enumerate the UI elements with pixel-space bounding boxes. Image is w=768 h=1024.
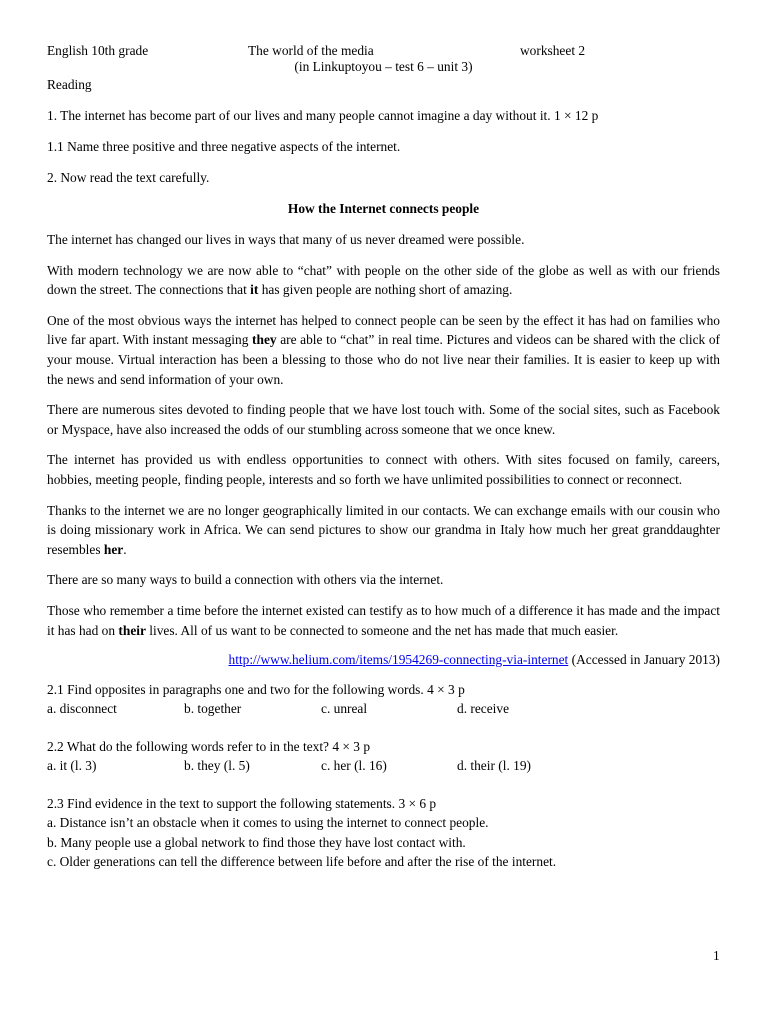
- source-link[interactable]: http://www.helium.com/items/1954269-connecting-via-internet: [228, 652, 569, 668]
- article-paragraph-1: The internet has changed our lives in ways that many of us never dreamed were possible.: [47, 232, 525, 247]
- paragraph-2-text: With modern technology we are now able to “chat” with people on the other side of the globe as well as with our friends down the street. The connections that: [47, 262, 720, 298]
- section-label: Reading: [47, 77, 92, 92]
- paragraph-3-text: One of the most obvious ways the internet has helped to connect people can be seen by the effect it has had on families who live far apart. With instant messaging: [47, 312, 720, 348]
- question-2-1: 2.1 Find opposites in paragraphs one and two for the following words. 4 × 3 p: [47, 682, 465, 698]
- page-number: 1: [713, 948, 720, 963]
- article-paragraph-6: [47, 501, 720, 560]
- header-grade: English 10th grade: [47, 43, 149, 58]
- article-paragraph-5: The internet has provided us with endless opportunities to connect with others. With sites focused on family, careers, hobbies, meeting people, finding people, interests and so forth we have unlimited possibilities to connect or reconnect.: [47, 452, 720, 487]
- question-2-2-options: [47, 756, 720, 775]
- question-2-1-options: [47, 699, 720, 718]
- article-paragraph-8: [47, 601, 720, 640]
- option-c: c. unreal: [321, 701, 368, 717]
- question-2-3: 2.3 Find evidence in the text to support the following statements. 3 × 6 p: [47, 796, 437, 812]
- statement-b: b. Many people use a global network to find those they have lost contact with.: [47, 834, 466, 850]
- option-a: a. disconnect: [47, 701, 117, 717]
- header-subtitle: (in Linkuptoyou – test 6 – unit 3): [294, 59, 473, 74]
- worksheet-page: [47, 42, 720, 872]
- question-1: 1. The internet has become part of our lives and many people cannot imagine a day without it. 1 × 12 p: [47, 108, 599, 123]
- referent-her: her: [103, 541, 124, 557]
- header-topic: The world of the media: [248, 43, 374, 58]
- referent-they: they: [252, 332, 277, 348]
- article-paragraph-2: [47, 261, 720, 300]
- statement-a: a. Distance isn’t an obstacle when it comes to using the internet to connect people.: [47, 815, 489, 831]
- paragraph-6-text: Thanks to the internet we are no longer geographically limited in our contacts. We can exchange emails with our cousin who is doing missionary work in Africa. We can send pictures to show our grandma in Italy how much her great granddaughter resembles: [47, 502, 720, 557]
- option-a: a. it (l. 3): [47, 758, 97, 774]
- option-d: d. their (l. 19): [457, 758, 532, 774]
- article-paragraph-4: There are numerous sites devoted to finding people that we have lost touch with. Some of the social sites, such as Facebook or Myspace, have also increased the odds of our stumbling across someone that we once knew.: [47, 402, 720, 437]
- referent-their: their: [118, 622, 146, 638]
- header-worksheet: worksheet 2: [520, 43, 586, 58]
- question-2: 2. Now read the text carefully.: [47, 170, 210, 185]
- question-1-1: 1.1 Name three positive and three negative aspects of the internet.: [47, 139, 401, 154]
- option-b: b. they (l. 5): [184, 758, 250, 774]
- option-b: b. together: [184, 701, 242, 717]
- article-paragraph-3: [47, 311, 720, 389]
- source-accessed: (Accessed in January 2013): [568, 652, 720, 668]
- statement-c: c. Older generations can tell the difference between life before and after the rise of the internet.: [47, 854, 557, 870]
- article-paragraph-7: There are so many ways to build a connection with others via the internet.: [47, 572, 444, 588]
- article-title: [47, 200, 720, 218]
- option-c: c. her (l. 16): [321, 758, 387, 774]
- article-title-text: How the Internet connects people: [287, 201, 480, 216]
- option-d: d. receive: [457, 701, 510, 717]
- paragraph-6-text-end: .: [123, 541, 127, 557]
- header-row: [47, 42, 720, 60]
- paragraph-8-text-end: lives. All of us want to be connected to someone and the net has made that much easier.: [145, 622, 619, 638]
- paragraph-2-text-end: has given people are nothing short of amazing.: [258, 282, 513, 298]
- question-2-2: 2.2 What do the following words refer to in the text? 4 × 3 p: [47, 739, 371, 755]
- referent-it: it: [250, 282, 259, 298]
- paragraph-3-text-end: are able to “chat” in real time. Pictures and videos can be shared with the click of your mouse. Virtual interaction has been a blessing to those who do not live near their families. It is easier to keep up with the news and send information of your own.: [47, 332, 720, 387]
- paragraph-8-text: Those who remember a time before the internet existed can testify as to how much of a difference it has made and the impact it has had on: [47, 602, 720, 638]
- source-citation: [47, 651, 720, 669]
